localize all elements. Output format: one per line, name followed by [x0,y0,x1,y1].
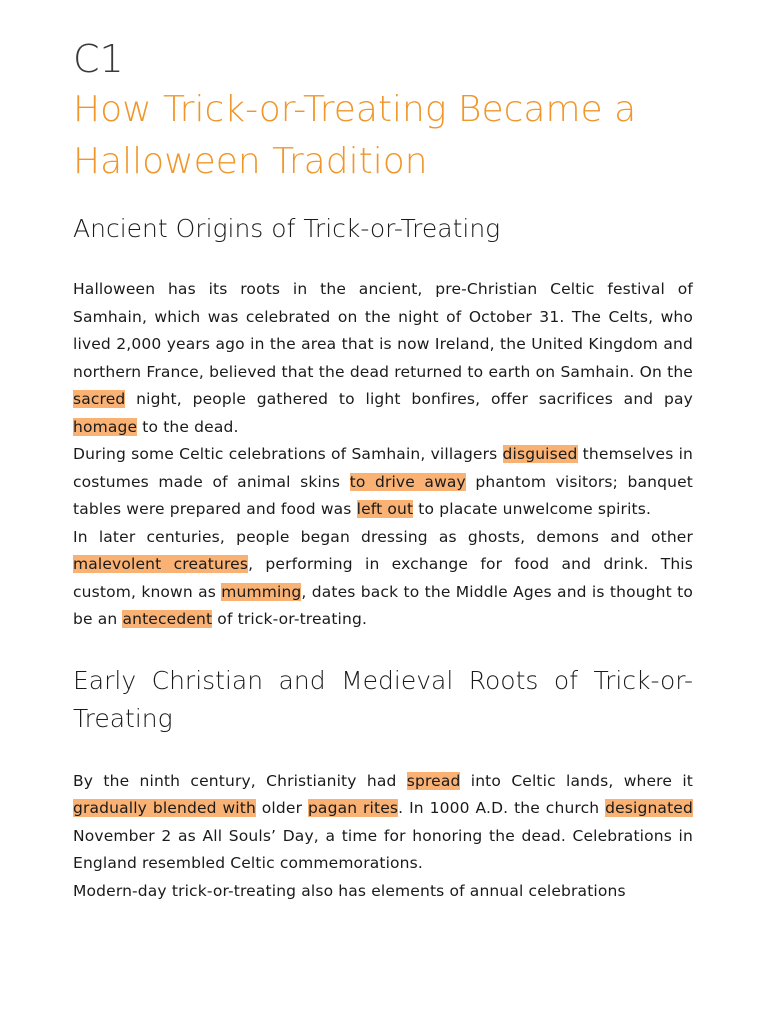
document-page [73,36,693,905]
paragraph [73,768,693,878]
highlighted-term: sacred [73,390,126,408]
paragraph-text: phantom visitors; banquet tables were prepared and food was [73,472,693,518]
highlighted-term: designated [605,799,693,817]
paragraph-text: to the dead. [137,417,239,436]
paragraph-text: November 2 as All Souls’ Day, a time for honoring the dead. Celebrations in England resembled Celtic commemorations. [73,826,693,872]
paragraph [73,276,693,441]
paragraph-text: In later centuries, people began dressing as ghosts, demons and other [73,527,693,546]
highlighted-term: homage [73,417,138,436]
paragraph-text: , performing in exchange for food and drink. This custom, known as [73,555,693,601]
highlighted-term: mumming [221,582,302,601]
paragraph-text: . In 1000 A.D. the church [398,799,606,817]
paragraph-text: to placate unwelcome spirits. [413,500,652,518]
paragraph-text: night, people gathered to light bonfires, offer sacrifices and pay [125,390,693,408]
highlighted-term: malevolent creatures [73,555,249,573]
paragraph-text: themselves in costumes made of animal skins [73,445,694,491]
highlighted-term: to drive away [349,472,466,491]
paragraph-text: older [255,799,308,817]
paragraph-text: Halloween has its roots in the ancient, pre-Christian Celtic festival of Samhain, which was celebrated on the night of October 31. The Celts, who lived 2,000 years ago in the area that is now Ireland, the United Kingdom and northern France, believed that the dead returned to earth on Samhain. On the [73,280,693,381]
highlighted-term: gradually blended with [73,799,256,817]
section-heading: Ancient Origins of Trick-or-Treating [73,214,501,243]
chapter-label: C1 [73,37,124,81]
paragraph-text: By the ninth century, Christianity had [73,771,407,790]
highlighted-term: antecedent [122,610,213,628]
page-title: How Trick-or-Treating Became a Halloween Tradition [73,89,637,182]
paragraph-text: into Celtic lands, where it [460,771,693,790]
highlighted-term: spread [406,771,461,790]
paragraph [73,524,693,634]
paragraph-text: , dates back to the Middle Ages and is thought to be an [73,582,693,628]
paragraph-text: During some Celtic celebrations of Samhain, villagers [73,445,503,463]
highlighted-term: left out [356,500,414,518]
highlighted-term: pagan rites [307,799,399,817]
section-heading: Early Christian and Medieval Roots of Trick-or-Treating [73,665,693,733]
paragraph [73,441,693,524]
paragraph-text: of trick-or-treating. [212,610,368,628]
paragraph [73,878,693,906]
highlighted-term: disguised [502,445,578,463]
paragraph-text: Modern-day trick-or-treating also has elements of annual celebrations [73,881,626,900]
